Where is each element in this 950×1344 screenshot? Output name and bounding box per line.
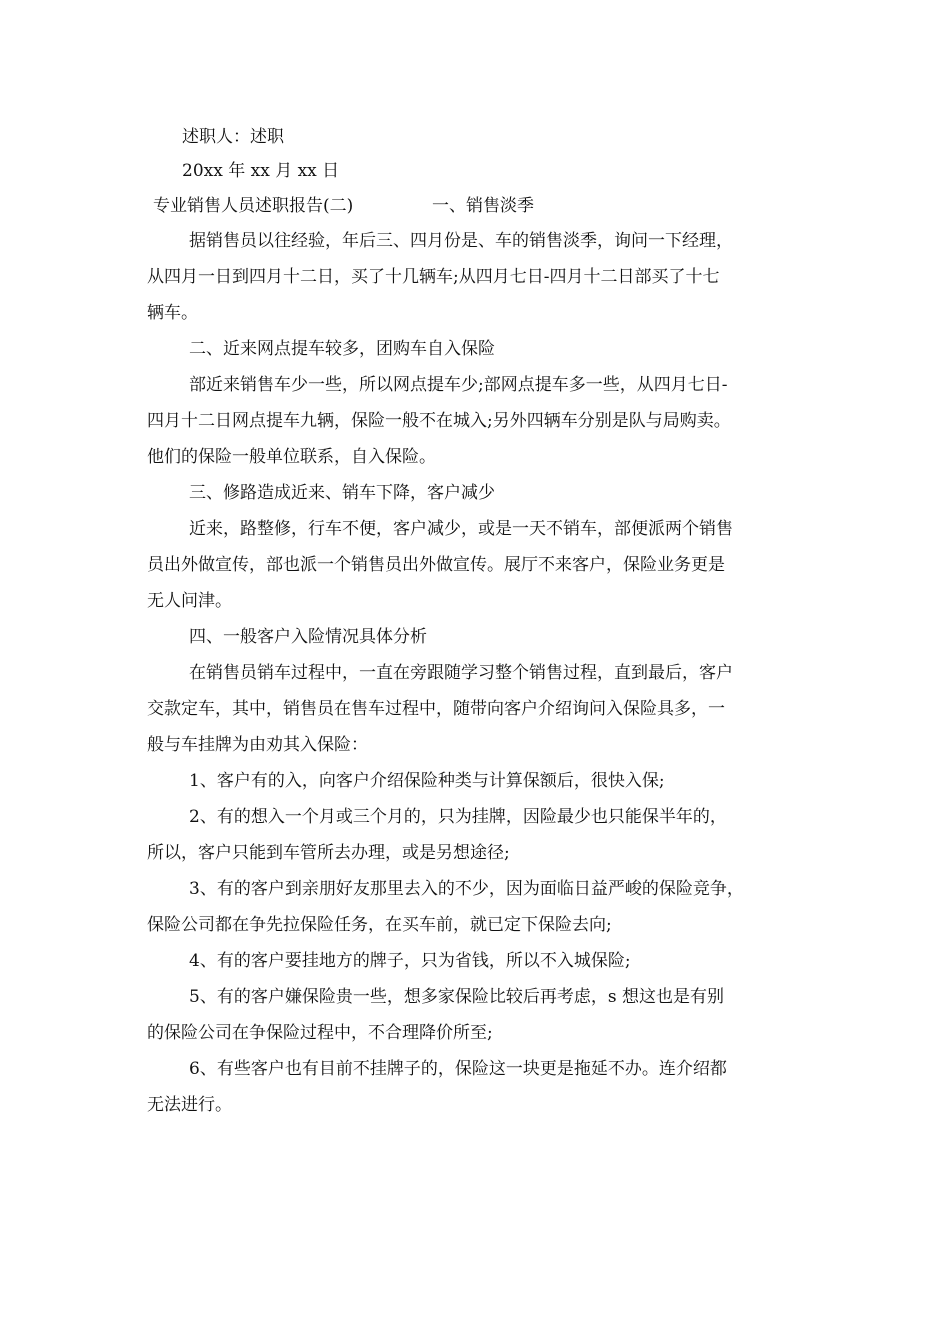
paragraph-2-line-3: 他们的保险一般单位联系，自入保险。 <box>147 447 436 467</box>
date-line: 20xx 年 xx 月 xx 日 <box>182 161 340 181</box>
paragraph-4-line-2: 交款定车，其中，销售员在售车过程中，随带向客户介绍询问入保险具多，一 <box>147 699 725 719</box>
paragraph-4-line-1: 在销售员销车过程中，一直在旁跟随学习整个销售过程，直到最后，客户 <box>189 663 733 683</box>
paragraph-1-line-3: 辆车。 <box>147 303 198 323</box>
paragraph-4-line-3: 般与车挂牌为由劝其入保险： <box>147 735 368 755</box>
list-item-2-line-2: 所以，客户只能到车管所去办理，或是另想途径; <box>147 843 510 863</box>
list-item-3-line-1: 3、有的客户到亲朋好友那里去入的不少，因为面临日益严峻的保险竞争， <box>189 879 744 899</box>
list-item-5-line-1: 5、有的客户嫌保险贵一些，想多家保险比较后再考虑，s 想这也是有别 <box>189 987 724 1007</box>
section-heading-3: 三、修路造成近来、销车下降，客户减少 <box>189 483 495 503</box>
section-heading-1: 一、销售淡季 <box>432 196 534 216</box>
paragraph-3-line-1: 近来，路整修，行车不便，客户减少，或是一天不销车，部便派两个销售 <box>189 519 733 539</box>
report-title: 专业销售人员述职报告(二) <box>153 196 354 216</box>
section-heading-2: 二、近来网点提车较多，团购车自入保险 <box>189 339 495 359</box>
list-item-5-line-2: 的保险公司在争保险过程中，不合理降价所至; <box>147 1023 493 1043</box>
list-item-4: 4、有的客户要挂地方的牌子，只为省钱，所以不入城保险; <box>189 951 631 971</box>
list-item-2-line-1: 2、有的想入一个月或三个月的，只为挂牌，因险最少也只能保半年的， <box>189 807 727 827</box>
title-row <box>0 195 950 217</box>
list-item-3-line-2: 保险公司都在争先拉保险任务，在买车前，就已定下保险去向; <box>147 915 612 935</box>
paragraph-1-line-1: 据销售员以往经验，年后三、四月份是、车的销售淡季，询问一下经理， <box>189 231 733 251</box>
paragraph-3-line-2: 员出外做宣传，部也派一个销售员出外做宣传。展厅不来客户，保险业务更是 <box>147 555 725 575</box>
signature-line: 述职人：述职 <box>182 127 284 147</box>
paragraph-3-line-3: 无人问津。 <box>147 591 232 611</box>
paragraph-1-line-2: 从四月一日到四月十二日，买了十几辆车;从四月七日-四月十二日部买了十七 <box>147 267 720 287</box>
paragraph-2-line-1: 部近来销售车少一些，所以网点提车少;部网点提车多一些，从四月七日- <box>189 375 728 395</box>
list-item-1: 1、客户有的入，向客户介绍保险种类与计算保额后，很快入保; <box>189 771 665 791</box>
list-item-6-line-1: 6、有些客户也有目前不挂牌子的，保险这一块更是拖延不办。连介绍都 <box>189 1059 727 1079</box>
list-item-6-line-2: 无法进行。 <box>147 1095 232 1115</box>
section-heading-4: 四、一般客户入险情况具体分析 <box>189 627 427 647</box>
paragraph-2-line-2: 四月十二日网点提车九辆，保险一般不在城入;另外四辆车分别是队与局购卖。 <box>147 411 731 431</box>
